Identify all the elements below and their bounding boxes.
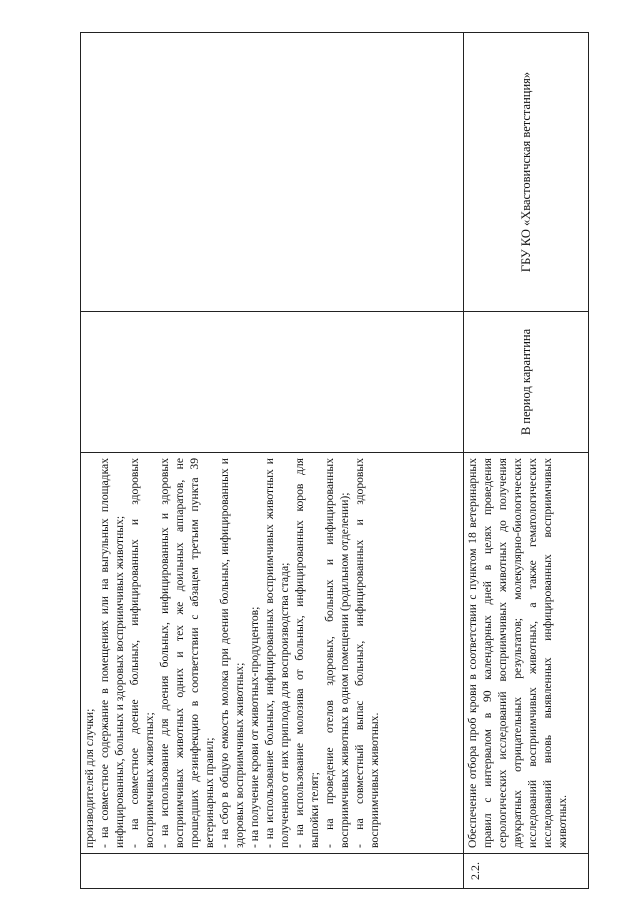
period-cell [81, 312, 464, 453]
list-item: - на совместный выпас больных, инфицированных и здоровых восприимчивых животных. [353, 458, 381, 848]
quarantine-measures-table [80, 32, 589, 889]
table-row [81, 33, 464, 889]
measure-text-cell [464, 453, 589, 854]
list-item: - на совместное содержание в помещениях или на выгульных площадках инфицированных, больных и здоровых восприимчивых животных; [98, 458, 126, 848]
rotated-table-page [80, 37, 588, 889]
list-item: - на использование молозива от больных, инфицированных коров для выпойки телят; [293, 458, 321, 848]
responsible-cell [81, 33, 464, 312]
list-item: - на сбор в общую емкость молока при доении больных, инфицированных и здоровых восприимчивых животных; [218, 458, 246, 848]
responsible-cell: ГБУ КО «Хвастовичская ветстанция» [464, 33, 589, 312]
table-row [464, 33, 589, 889]
row-number-cell [81, 854, 464, 889]
list-item: - на проведение отелов здоровых, больных и инфицированных восприимчивых животных в одном помещении (родильном отделении); [323, 458, 351, 848]
list-item: - на совместное доение больных, инфицированных и здоровых восприимчивых животных; [128, 458, 156, 848]
list-item: - на использование больных, инфицированных восприимчивых животных и полученного от них приплода для воспроизводства стада; [263, 458, 291, 848]
list-item: производителей для случки; [83, 708, 96, 848]
list-item: - на получение крови от животных-продуцентов; [248, 606, 261, 848]
list-item: - на использование для доения больных, инфицированных и здоровых восприимчивых животных одних и тех же доильных аппаратов, не прошедших дезинфекцию в соответствии с абзацем третьим пункта 39 ветеринарных правил; [158, 458, 216, 848]
measure-text: Обеспечение отбора проб крови в соответствии с пунктом 18 ветеринарных правил с интервалом в 90 календарных дней в целях проведения серологических исследований восприимчивых животных до получения двукратных отрицательных результатов; молекулярно-биологических исследований восприимчивых животных, а также гематологических исследований вновь выявленных инфицированных восприимчивых животных. [466, 458, 569, 848]
prohibitions-list [81, 453, 382, 853]
row-number-cell: 2.2. [464, 854, 589, 889]
period-cell: В период карантина [464, 312, 589, 453]
measure-text-cell [81, 453, 464, 854]
